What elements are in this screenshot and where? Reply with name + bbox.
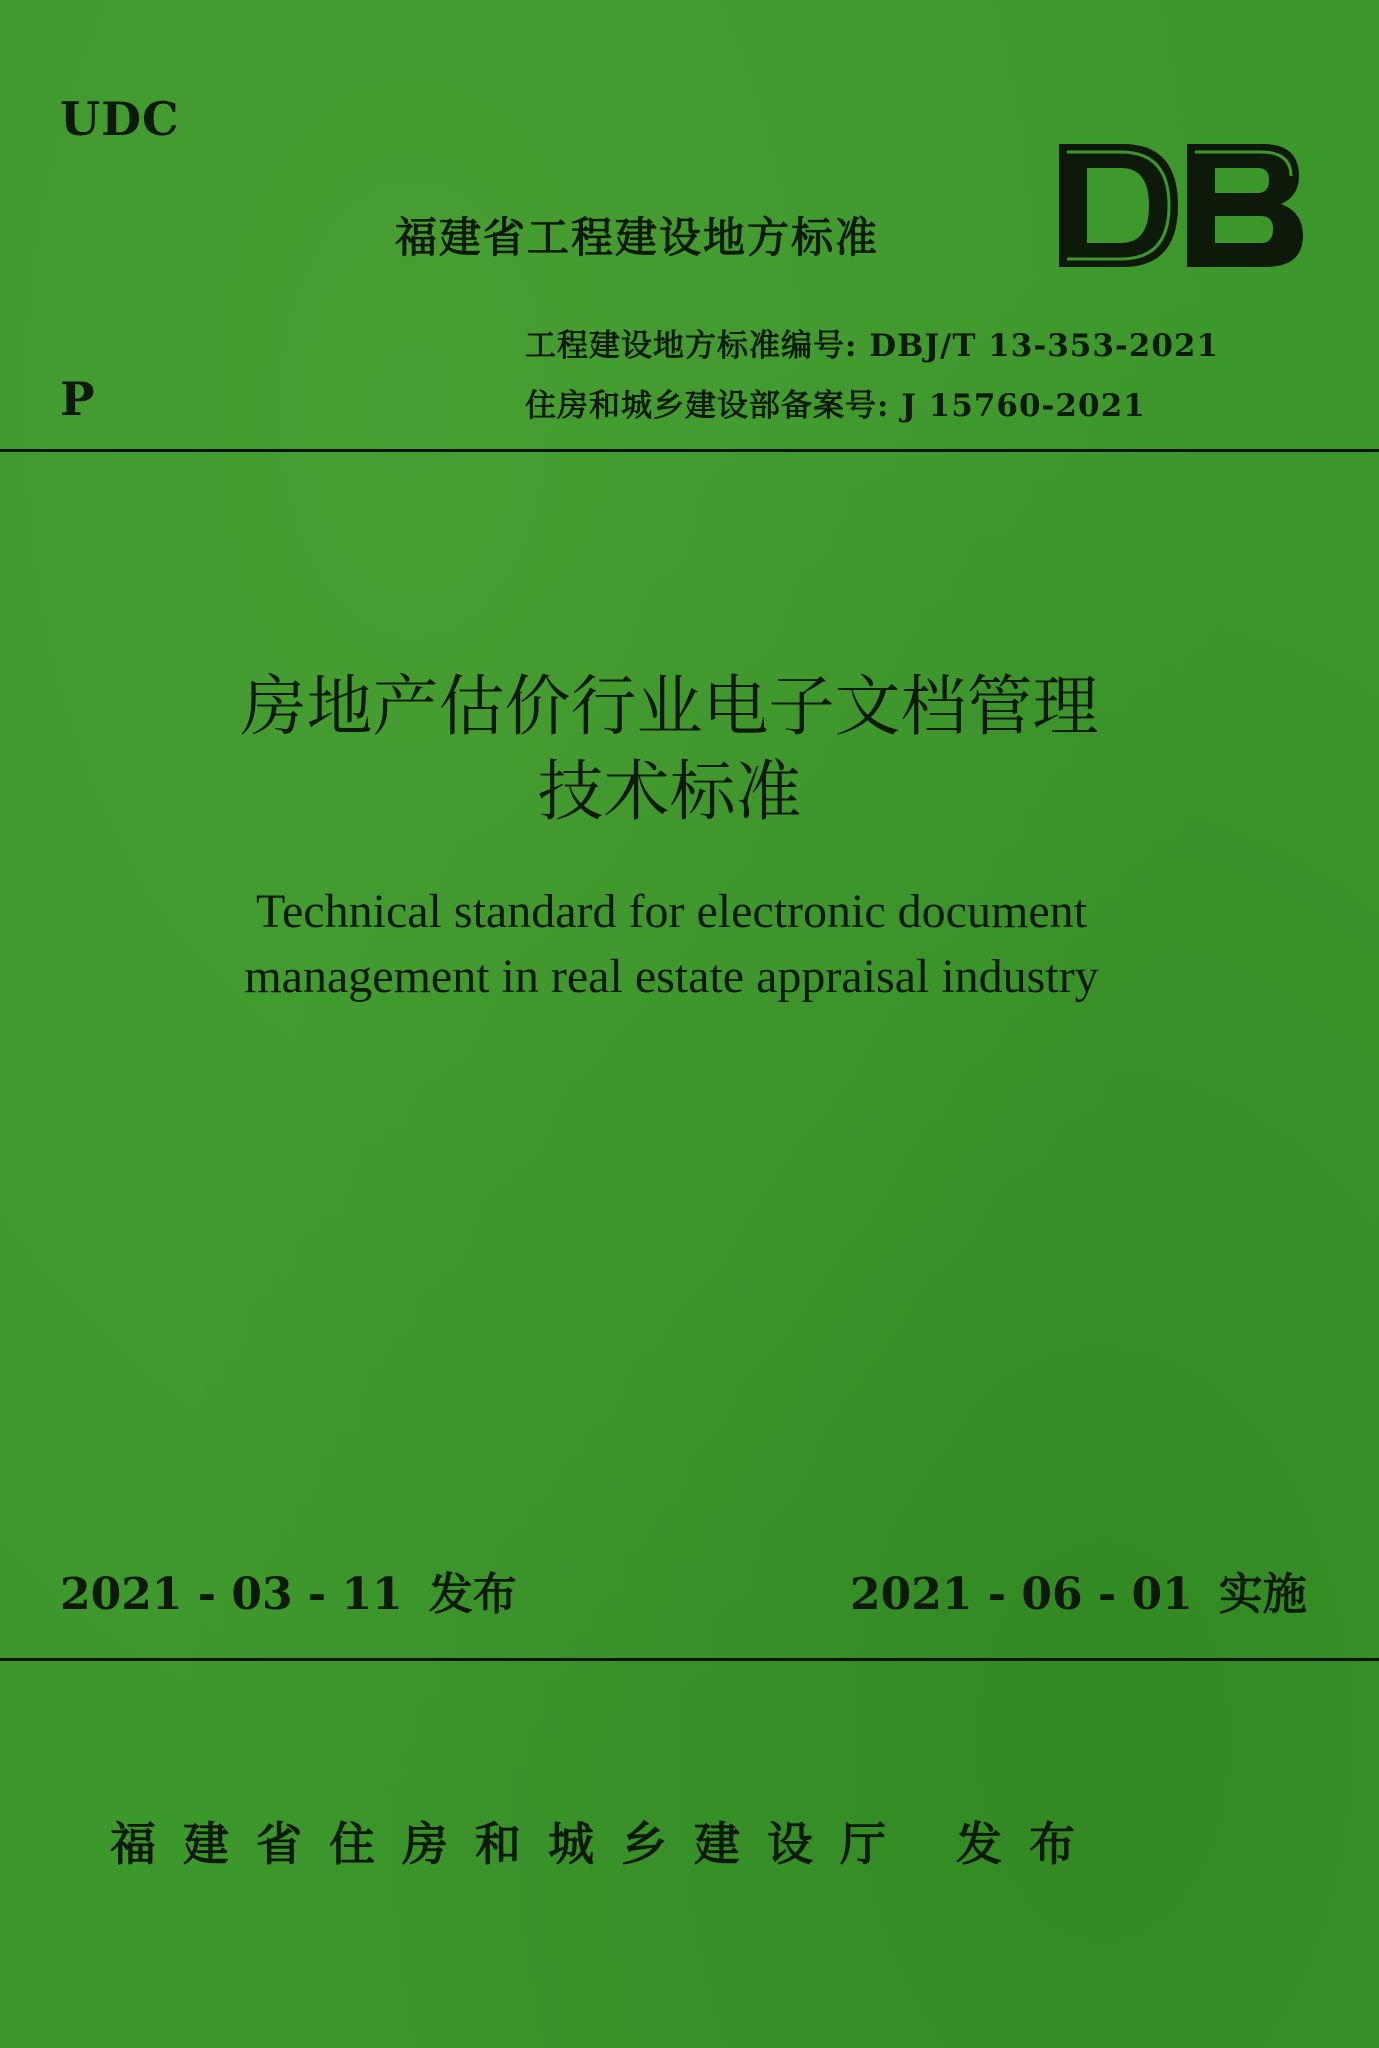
series-title: 福建省工程建设地方标准 (395, 213, 880, 262)
standard-number-line (525, 320, 1219, 365)
issue-date-line (60, 1558, 517, 1622)
title-en-line2: management in real estate appraisal industry (244, 950, 1099, 1003)
filing-number-label: 住房和城乡建设部备案号: (525, 388, 890, 424)
db-logo-d (1059, 144, 1178, 267)
bottom-divider (0, 1658, 1379, 1661)
implement-date-line (850, 1558, 1307, 1622)
filing-number: J 15760-2021 (901, 388, 1146, 424)
db-logo (1053, 138, 1308, 273)
title-en-line1: Technical standard for electronic document (256, 885, 1087, 938)
db-logo-b (1187, 144, 1303, 267)
issue-label: 发布 (428, 1569, 517, 1620)
filing-number-line (525, 380, 1146, 425)
standard-number-label: 工程建设地方标准编号: (525, 328, 858, 364)
title-cn-line2: 技术标准 (537, 753, 802, 830)
publisher: 福建省住房和城乡建设厅 发布 (110, 1817, 1103, 1871)
udc-label: UDC (60, 92, 180, 146)
top-divider (0, 449, 1379, 452)
classification-label: P (60, 372, 95, 426)
implement-date: 2021 - 06 - 01 (850, 1569, 1193, 1620)
implement-label: 实施 (1218, 1569, 1307, 1620)
issue-date: 2021 - 03 - 11 (60, 1569, 403, 1620)
standard-number: DBJ/T 13-353-2021 (869, 328, 1220, 364)
title-cn-line1: 房地产估价行业电子文档管理 (240, 668, 1099, 745)
